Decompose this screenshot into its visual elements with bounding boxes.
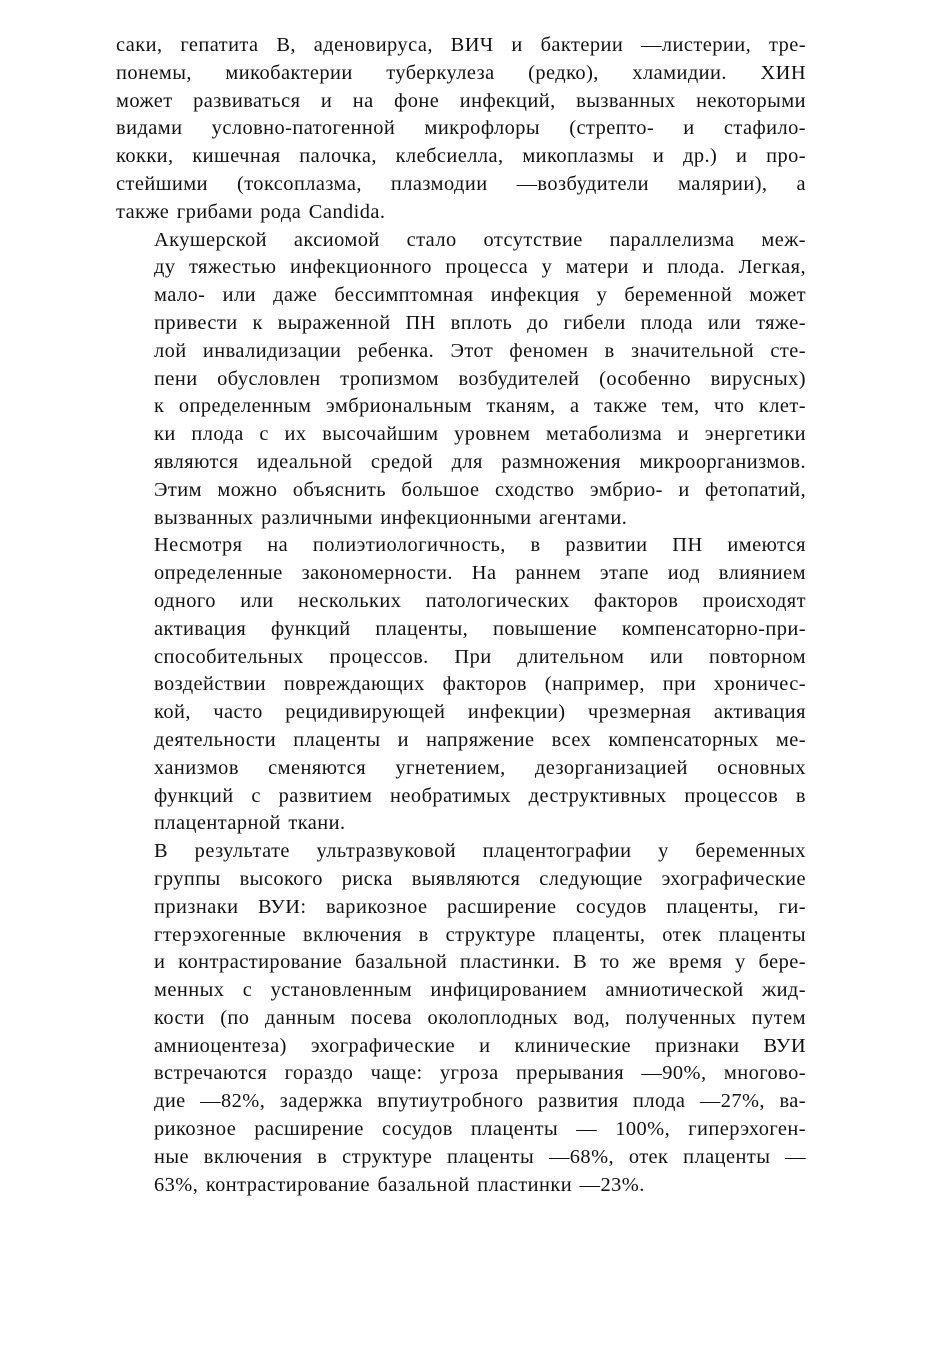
text-line: мало- или даже бессимптомная инфекция у беременной может [154, 284, 806, 307]
text-line: определенные закономерности. На раннем этапе иод влиянием [154, 562, 806, 585]
text-line: саки, гепатита В, аденовируса, ВИЧ и бактерии —листерии, тре- [116, 34, 806, 56]
text-line: одного или нескольких патологических факторов происходят [154, 589, 806, 612]
text-line: функций с развитием необратимых деструктивных процессов в [154, 784, 806, 807]
text-line: являются идеальной средой для размножения микроорганизмов. [154, 450, 806, 473]
text-line: менных с установленным инфицированием амниотической жид- [154, 979, 806, 1002]
document-page [116, 32, 806, 1199]
text-line: воздействии повреждающих факторов (например, при хроничес- [154, 673, 806, 696]
text-line: ханизмов сменяются угнетением, дезорганизацией основных [154, 756, 806, 779]
text-line: признаки ВУИ: варикозное расширение сосудов плаценты, ги- [154, 895, 806, 918]
text-line: пени обусловлен тропизмом возбудителей (особенно вирусных) [154, 367, 806, 390]
text-line: также грибами рода Candida. [116, 200, 386, 223]
text-line: 63%, контрастирование базальной пластинки —23%. [154, 1173, 645, 1196]
text-line: Несмотря на полиэтиологичность, в развитии ПН имеются [154, 534, 806, 557]
text-line: группы высокого риска выявляются следующие эхографические [154, 867, 806, 890]
text-line: ные включения в структуре плаценты —68%, отек плаценты — [154, 1145, 806, 1168]
text-line: вызванных различными инфекционными агентами. [154, 506, 628, 529]
text-line: плацентарной ткани. [154, 812, 346, 835]
paragraph-4 [116, 838, 806, 1199]
text-line: привести к выраженной ПН вплоть до гибели плода или тяже- [154, 311, 806, 334]
paragraph-1 [116, 32, 806, 227]
text-line: и контрастирование базальной пластинки. В то же время у бере- [154, 951, 806, 974]
text-line: В результате ультразвуковой плацентографии у беременных [154, 840, 806, 863]
text-line: понемы, микобактерии туберкулеза (редко), хламидии. ХИН [116, 61, 806, 84]
text-line: встречаются гораздо чаще: угроза прерывания —90%, многово- [154, 1062, 806, 1085]
text-line: лой инвалидизации ребенка. Этот феномен в значительной сте- [154, 339, 806, 362]
text-line: кокки, кишечная палочка, клебсиелла, микоплазмы и др.) и про- [116, 145, 806, 168]
text-line: амниоцентеза) эхографические и клинические признаки ВУИ [154, 1034, 806, 1057]
text-line: рикозное расширение сосудов плаценты — 100%, гиперэхоген- [154, 1118, 806, 1141]
text-line: Этим можно объяснить большое сходство эмбрио- и фетопатий, [154, 478, 806, 501]
text-line: стейшими (токсоплазма, плазмодии —возбудители малярии), а [116, 172, 806, 195]
text-line: дие —82%, задержка впутиутробного развития плода —27%, ва- [154, 1090, 806, 1113]
text-line: активация функций плаценты, повышение компенсаторно-при- [154, 617, 806, 640]
text-line: видами условно-патогенной микрофлоры (стрепто- и стафило- [116, 117, 806, 140]
paragraph-2 [116, 227, 806, 533]
text-line: гтерэхогенные включения в структуре плаценты, отек плаценты [154, 923, 806, 946]
text-line: кости (по данным посева околоплодных вод, полученных путем [154, 1006, 806, 1029]
paragraph-3 [116, 532, 806, 838]
text-line: ду тяжестью инфекционного процесса у матери и плода. Легкая, [154, 256, 806, 279]
text-line: Акушерской аксиомой стало отсутствие параллелизма меж- [154, 228, 806, 251]
text-line: кой, часто рецидивирующей инфекции) чрезмерная активация [154, 701, 806, 724]
text-line: ки плода с их высочайшим уровнем метаболизма и энергетики [154, 423, 806, 446]
text-line: к определенным эмбриональным тканям, а также тем, что клет- [154, 395, 806, 418]
text-line: деятельности плаценты и напряжение всех компенсаторных ме- [154, 728, 806, 751]
text-line: способительных процессов. При длительном или повторном [154, 645, 806, 668]
text-line: может развиваться и на фоне инфекций, вызванных некоторыми [116, 89, 806, 112]
